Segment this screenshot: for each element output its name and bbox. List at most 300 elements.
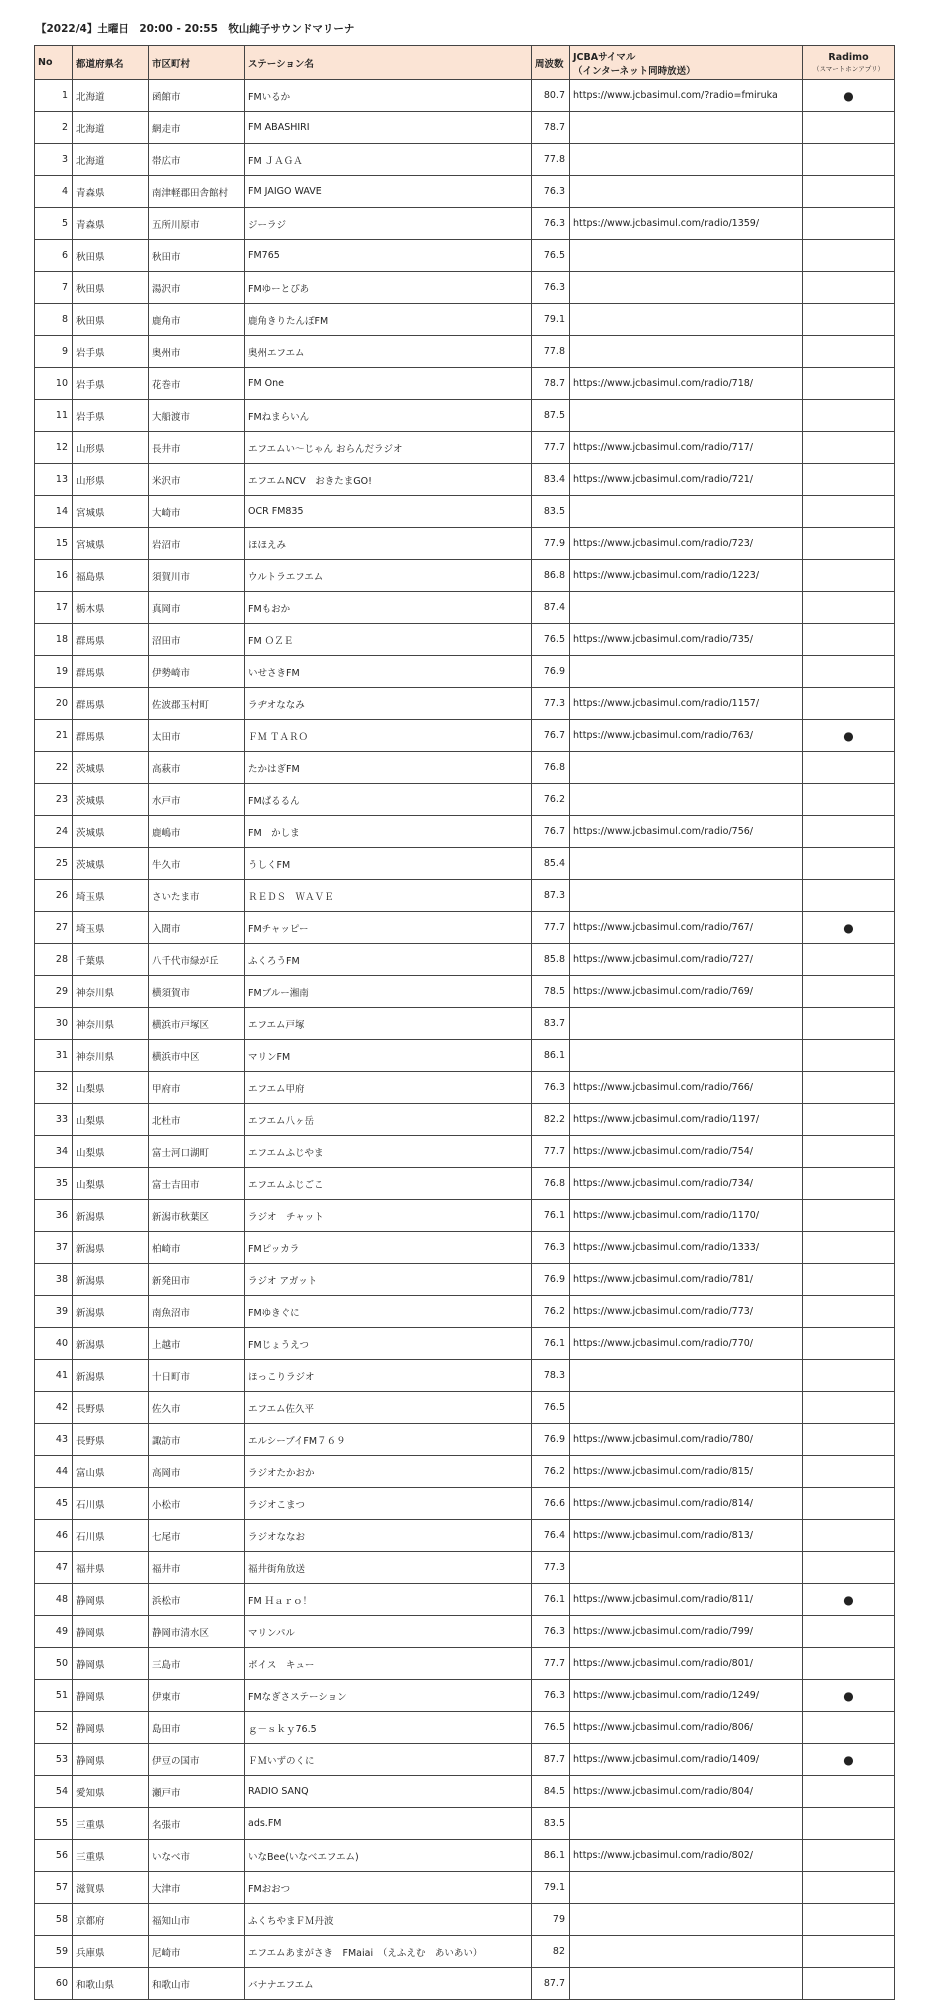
- cell-station: FMもおか: [245, 592, 532, 624]
- cell-jcba-url: [570, 1040, 803, 1072]
- cell-prefecture: 埼玉県: [73, 912, 149, 944]
- cell-no: 22: [35, 752, 73, 784]
- cell-frequency: 77.7: [532, 912, 570, 944]
- header-jcba: [570, 46, 803, 80]
- table-row: [35, 1168, 895, 1200]
- table-row: [35, 432, 895, 464]
- cell-station: FMぱるるん: [245, 784, 532, 816]
- cell-prefecture: 和歌山県: [73, 1968, 149, 2000]
- cell-jcba-url[interactable]: https://www.jcbasimul.com/radio/773/: [570, 1296, 803, 1328]
- cell-prefecture: 新潟県: [73, 1296, 149, 1328]
- cell-jcba-url[interactable]: https://www.jcbasimul.com/radio/1333/: [570, 1232, 803, 1264]
- table-row: [35, 368, 895, 400]
- cell-frequency: 76.5: [532, 240, 570, 272]
- cell-jcba-url[interactable]: https://www.jcbasimul.com/radio/770/: [570, 1328, 803, 1360]
- cell-radimo-mark: [803, 1872, 895, 1904]
- cell-city: 須賀川市: [149, 560, 245, 592]
- cell-station: いせさきFM: [245, 656, 532, 688]
- cell-prefecture: 神奈川県: [73, 1040, 149, 1072]
- table-row: [35, 1712, 895, 1744]
- page-title: 【2022/4】土曜日 20:00 - 20:55 牧山純子サウンドマリーナ: [36, 23, 355, 35]
- cell-station: FM ABASHIRI: [245, 112, 532, 144]
- cell-jcba-url[interactable]: https://www.jcbasimul.com/radio/815/: [570, 1456, 803, 1488]
- cell-station: FM JAIGO WAVE: [245, 176, 532, 208]
- cell-city: 島田市: [149, 1712, 245, 1744]
- table-row: [35, 208, 895, 240]
- cell-frequency: 76.5: [532, 1712, 570, 1744]
- table-row: [35, 272, 895, 304]
- cell-jcba-url: [570, 304, 803, 336]
- cell-station: ほほえみ: [245, 528, 532, 560]
- cell-station: FMいるか: [245, 80, 532, 112]
- cell-jcba-url: [570, 176, 803, 208]
- cell-prefecture: 静岡県: [73, 1744, 149, 1776]
- cell-radimo-mark: [803, 1392, 895, 1424]
- cell-frequency: 79.1: [532, 1872, 570, 1904]
- cell-city: 奥州市: [149, 336, 245, 368]
- cell-station: ラジオこまつ: [245, 1488, 532, 1520]
- cell-no: 56: [35, 1840, 73, 1872]
- cell-jcba-url[interactable]: https://www.jcbasimul.com/radio/811/: [570, 1584, 803, 1616]
- cell-jcba-url[interactable]: https://www.jcbasimul.com/radio/781/: [570, 1264, 803, 1296]
- cell-jcba-url: [570, 1872, 803, 1904]
- cell-city: 真岡市: [149, 592, 245, 624]
- cell-station: ボイス キュー: [245, 1648, 532, 1680]
- cell-frequency: 76.3: [532, 1072, 570, 1104]
- cell-jcba-url: [570, 240, 803, 272]
- cell-prefecture: 栃木県: [73, 592, 149, 624]
- table-row: [35, 1648, 895, 1680]
- cell-jcba-url[interactable]: https://www.jcbasimul.com/radio/754/: [570, 1136, 803, 1168]
- cell-frequency: 77.8: [532, 336, 570, 368]
- cell-radimo-mark: [803, 1488, 895, 1520]
- cell-station: ラジオたかおか: [245, 1456, 532, 1488]
- cell-radimo-mark: [803, 176, 895, 208]
- cell-frequency: 76.3: [532, 1232, 570, 1264]
- cell-radimo-mark: [803, 624, 895, 656]
- table-row: [35, 848, 895, 880]
- cell-no: 18: [35, 624, 73, 656]
- cell-radimo-mark: [803, 1008, 895, 1040]
- cell-no: 19: [35, 656, 73, 688]
- cell-prefecture: 石川県: [73, 1488, 149, 1520]
- cell-no: 37: [35, 1232, 73, 1264]
- cell-jcba-url: [570, 112, 803, 144]
- cell-prefecture: 群馬県: [73, 720, 149, 752]
- table-row: [35, 944, 895, 976]
- table-row: [35, 176, 895, 208]
- cell-city: 富士河口湖町: [149, 1136, 245, 1168]
- header-radimo-label: Radimo: [828, 52, 869, 63]
- cell-radimo-mark: [803, 208, 895, 240]
- cell-no: 33: [35, 1104, 73, 1136]
- cell-city: 小松市: [149, 1488, 245, 1520]
- cell-station: FMゆきぐに: [245, 1296, 532, 1328]
- cell-station: エフエム佐久平: [245, 1392, 532, 1424]
- cell-prefecture: 山梨県: [73, 1168, 149, 1200]
- cell-prefecture: 青森県: [73, 176, 149, 208]
- cell-city: 三島市: [149, 1648, 245, 1680]
- table-row: [35, 80, 895, 112]
- cell-station: ふくちやまＦＭ丹波: [245, 1904, 532, 1936]
- cell-frequency: 83.5: [532, 1808, 570, 1840]
- cell-city: 秋田市: [149, 240, 245, 272]
- table-row: [35, 560, 895, 592]
- cell-jcba-url: [570, 1552, 803, 1584]
- cell-jcba-url[interactable]: https://www.jcbasimul.com/radio/727/: [570, 944, 803, 976]
- cell-station: ほっこりラジオ: [245, 1360, 532, 1392]
- cell-station: FM ＪＡＧＡ: [245, 144, 532, 176]
- table-row: [35, 1616, 895, 1648]
- table-row: [35, 304, 895, 336]
- cell-jcba-url[interactable]: https://www.jcbasimul.com/radio/780/: [570, 1424, 803, 1456]
- cell-no: 21: [35, 720, 73, 752]
- cell-station: FM765: [245, 240, 532, 272]
- cell-jcba-url: [570, 272, 803, 304]
- cell-city: 南津軽郡田舎館村: [149, 176, 245, 208]
- cell-jcba-url[interactable]: https://www.jcbasimul.com/radio/806/: [570, 1712, 803, 1744]
- cell-frequency: 76.5: [532, 1392, 570, 1424]
- table-row: [35, 880, 895, 912]
- cell-jcba-url[interactable]: https://www.jcbasimul.com/radio/721/: [570, 464, 803, 496]
- cell-prefecture: 茨城県: [73, 752, 149, 784]
- cell-frequency: 76.9: [532, 1264, 570, 1296]
- cell-jcba-url[interactable]: https://www.jcbasimul.com/radio/814/: [570, 1488, 803, 1520]
- cell-station: エフエム甲府: [245, 1072, 532, 1104]
- table-row: [35, 1008, 895, 1040]
- cell-jcba-url[interactable]: https://www.jcbasimul.com/radio/769/: [570, 976, 803, 1008]
- cell-station: エフエムふじごこ: [245, 1168, 532, 1200]
- cell-city: 沼田市: [149, 624, 245, 656]
- cell-frequency: 76.2: [532, 784, 570, 816]
- cell-prefecture: 静岡県: [73, 1712, 149, 1744]
- cell-city: 大崎市: [149, 496, 245, 528]
- cell-frequency: 79.1: [532, 304, 570, 336]
- table-row: [35, 1840, 895, 1872]
- table-row: [35, 1904, 895, 1936]
- cell-station: エフエムあまがさき FMaiai （えふえむ あいあい）: [245, 1936, 532, 1968]
- cell-jcba-url[interactable]: https://www.jcbasimul.com/radio/717/: [570, 432, 803, 464]
- cell-frequency: 87.3: [532, 880, 570, 912]
- table-row: [35, 1136, 895, 1168]
- cell-city: 伊勢崎市: [149, 656, 245, 688]
- cell-jcba-url[interactable]: https://www.jcbasimul.com/radio/799/: [570, 1616, 803, 1648]
- cell-prefecture: 北海道: [73, 112, 149, 144]
- cell-prefecture: 三重県: [73, 1808, 149, 1840]
- cell-station: ｇ－ｓｋｙ76.5: [245, 1712, 532, 1744]
- table-row: [35, 1264, 895, 1296]
- table-row: [35, 912, 895, 944]
- cell-prefecture: 北海道: [73, 144, 149, 176]
- cell-city: 大船渡市: [149, 400, 245, 432]
- cell-radimo-mark: [803, 816, 895, 848]
- cell-station: ads.FM: [245, 1808, 532, 1840]
- cell-no: 31: [35, 1040, 73, 1072]
- cell-station: ジーラジ: [245, 208, 532, 240]
- cell-prefecture: 神奈川県: [73, 1008, 149, 1040]
- cell-city: 甲府市: [149, 1072, 245, 1104]
- cell-city: 佐久市: [149, 1392, 245, 1424]
- cell-radimo-mark: [803, 144, 895, 176]
- cell-city: 七尾市: [149, 1520, 245, 1552]
- cell-no: 54: [35, 1776, 73, 1808]
- cell-radimo-mark: [803, 464, 895, 496]
- cell-frequency: 77.9: [532, 528, 570, 560]
- cell-no: 3: [35, 144, 73, 176]
- cell-city: 浜松市: [149, 1584, 245, 1616]
- cell-jcba-url[interactable]: https://www.jcbasimul.com/radio/723/: [570, 528, 803, 560]
- cell-prefecture: 山形県: [73, 432, 149, 464]
- table-row: [35, 400, 895, 432]
- cell-city: さいたま市: [149, 880, 245, 912]
- cell-no: 36: [35, 1200, 73, 1232]
- cell-no: 57: [35, 1872, 73, 1904]
- cell-station: いなBee(いなべエフエム): [245, 1840, 532, 1872]
- cell-city: 網走市: [149, 112, 245, 144]
- cell-no: 15: [35, 528, 73, 560]
- cell-frequency: 76.3: [532, 272, 570, 304]
- cell-jcba-url: [570, 496, 803, 528]
- cell-prefecture: 埼玉県: [73, 880, 149, 912]
- cell-no: 20: [35, 688, 73, 720]
- cell-frequency: 82.2: [532, 1104, 570, 1136]
- cell-station: 福井街角放送: [245, 1552, 532, 1584]
- cell-radimo-mark: [803, 272, 895, 304]
- cell-jcba-url[interactable]: https://www.jcbasimul.com/radio/1223/: [570, 560, 803, 592]
- cell-no: 59: [35, 1936, 73, 1968]
- cell-radimo-mark: [803, 752, 895, 784]
- cell-frequency: 77.8: [532, 144, 570, 176]
- station-table: [34, 45, 895, 2000]
- cell-no: 10: [35, 368, 73, 400]
- cell-no: 42: [35, 1392, 73, 1424]
- cell-city: 花巻市: [149, 368, 245, 400]
- cell-frequency: 76.2: [532, 1296, 570, 1328]
- cell-city: 名張市: [149, 1808, 245, 1840]
- cell-jcba-url[interactable]: https://www.jcbasimul.com/radio/1409/: [570, 1744, 803, 1776]
- cell-no: 1: [35, 80, 73, 112]
- cell-prefecture: 秋田県: [73, 240, 149, 272]
- cell-frequency: 76.8: [532, 1168, 570, 1200]
- cell-radimo-mark: [803, 528, 895, 560]
- cell-jcba-url[interactable]: https://www.jcbasimul.com/radio/766/: [570, 1072, 803, 1104]
- table-body: [35, 80, 895, 2000]
- cell-jcba-url[interactable]: https://www.jcbasimul.com/radio/1170/: [570, 1200, 803, 1232]
- cell-station: エフエムい～じゃん おらんだラジオ: [245, 432, 532, 464]
- cell-station: ラジオ アガット: [245, 1264, 532, 1296]
- cell-jcba-url[interactable]: https://www.jcbasimul.com/radio/802/: [570, 1840, 803, 1872]
- cell-frequency: 78.7: [532, 112, 570, 144]
- cell-jcba-url[interactable]: https://www.jcbasimul.com/radio/1249/: [570, 1680, 803, 1712]
- cell-no: 8: [35, 304, 73, 336]
- cell-jcba-url[interactable]: https://www.jcbasimul.com/radio/734/: [570, 1168, 803, 1200]
- cell-frequency: 85.4: [532, 848, 570, 880]
- table-row: [35, 1200, 895, 1232]
- cell-no: 7: [35, 272, 73, 304]
- cell-city: 長井市: [149, 432, 245, 464]
- cell-frequency: 82: [532, 1936, 570, 1968]
- cell-jcba-url: [570, 1360, 803, 1392]
- cell-jcba-url: [570, 1008, 803, 1040]
- cell-frequency: 76.3: [532, 176, 570, 208]
- table-row: [35, 112, 895, 144]
- cell-frequency: 76.6: [532, 1488, 570, 1520]
- cell-station: ラジオななお: [245, 1520, 532, 1552]
- cell-city: 伊豆の国市: [149, 1744, 245, 1776]
- cell-jcba-url: [570, 752, 803, 784]
- cell-radimo-mark: [803, 1520, 895, 1552]
- cell-jcba-url[interactable]: https://www.jcbasimul.com/radio/756/: [570, 816, 803, 848]
- cell-jcba-url[interactable]: https://www.jcbasimul.com/radio/763/: [570, 720, 803, 752]
- table-row: [35, 496, 895, 528]
- cell-prefecture: 静岡県: [73, 1584, 149, 1616]
- cell-station: エフエムふじやま: [245, 1136, 532, 1168]
- cell-frequency: 86.1: [532, 1840, 570, 1872]
- cell-no: 50: [35, 1648, 73, 1680]
- cell-city: 鹿嶋市: [149, 816, 245, 848]
- cell-jcba-url: [570, 400, 803, 432]
- cell-no: 9: [35, 336, 73, 368]
- cell-radimo-mark: [803, 976, 895, 1008]
- table-row: [35, 656, 895, 688]
- cell-city: 静岡市清水区: [149, 1616, 245, 1648]
- cell-prefecture: 山梨県: [73, 1072, 149, 1104]
- table-row: [35, 1232, 895, 1264]
- cell-jcba-url[interactable]: https://www.jcbasimul.com/radio/718/: [570, 368, 803, 400]
- cell-station: FMおおつ: [245, 1872, 532, 1904]
- cell-station: FMチャッピー: [245, 912, 532, 944]
- cell-no: 28: [35, 944, 73, 976]
- cell-no: 12: [35, 432, 73, 464]
- cell-frequency: 78.5: [532, 976, 570, 1008]
- cell-prefecture: 新潟県: [73, 1232, 149, 1264]
- cell-prefecture: 群馬県: [73, 624, 149, 656]
- cell-station: FMゆーとぴあ: [245, 272, 532, 304]
- cell-prefecture: 静岡県: [73, 1648, 149, 1680]
- cell-station: ウルトラエフエム: [245, 560, 532, 592]
- cell-city: 横須賀市: [149, 976, 245, 1008]
- cell-city: 柏崎市: [149, 1232, 245, 1264]
- cell-prefecture: 福島県: [73, 560, 149, 592]
- cell-station: マリンFM: [245, 1040, 532, 1072]
- table-row: [35, 1424, 895, 1456]
- cell-station: FMじょうえつ: [245, 1328, 532, 1360]
- cell-prefecture: 青森県: [73, 208, 149, 240]
- cell-prefecture: 新潟県: [73, 1264, 149, 1296]
- table-row: [35, 1936, 895, 1968]
- cell-radimo-mark: [803, 656, 895, 688]
- cell-jcba-url[interactable]: https://www.jcbasimul.com/radio/801/: [570, 1648, 803, 1680]
- table-row: [35, 1520, 895, 1552]
- cell-radimo-mark: [803, 1424, 895, 1456]
- cell-station: たかはぎFM: [245, 752, 532, 784]
- cell-jcba-url: [570, 1968, 803, 2000]
- cell-no: 25: [35, 848, 73, 880]
- cell-no: 2: [35, 112, 73, 144]
- cell-jcba-url[interactable]: https://www.jcbasimul.com/radio/1359/: [570, 208, 803, 240]
- cell-city: 高萩市: [149, 752, 245, 784]
- cell-prefecture: 長野県: [73, 1424, 149, 1456]
- cell-city: 八千代市緑が丘: [149, 944, 245, 976]
- cell-frequency: 77.7: [532, 432, 570, 464]
- cell-no: 46: [35, 1520, 73, 1552]
- cell-prefecture: 兵庫県: [73, 1936, 149, 1968]
- cell-jcba-url[interactable]: https://www.jcbasimul.com/radio/804/: [570, 1776, 803, 1808]
- cell-jcba-url[interactable]: https://www.jcbasimul.com/radio/1197/: [570, 1104, 803, 1136]
- cell-radimo-mark: [803, 944, 895, 976]
- cell-radimo-mark: [803, 880, 895, 912]
- cell-radimo-mark: [803, 1360, 895, 1392]
- cell-city: 十日町市: [149, 1360, 245, 1392]
- cell-station: 奥州エフエム: [245, 336, 532, 368]
- cell-city: 新発田市: [149, 1264, 245, 1296]
- cell-prefecture: 千葉県: [73, 944, 149, 976]
- cell-no: 6: [35, 240, 73, 272]
- cell-jcba-url: [570, 1392, 803, 1424]
- table-row: [35, 976, 895, 1008]
- cell-station: FMねまらいん: [245, 400, 532, 432]
- cell-city: 鹿角市: [149, 304, 245, 336]
- cell-prefecture: 秋田県: [73, 272, 149, 304]
- cell-city: 新潟市秋葉区: [149, 1200, 245, 1232]
- cell-radimo-mark: [803, 368, 895, 400]
- cell-jcba-url[interactable]: https://www.jcbasimul.com/radio/735/: [570, 624, 803, 656]
- cell-prefecture: 神奈川県: [73, 976, 149, 1008]
- cell-radimo-mark: ●: [803, 1744, 895, 1776]
- cell-city: 水戸市: [149, 784, 245, 816]
- cell-no: 13: [35, 464, 73, 496]
- cell-radimo-mark: [803, 112, 895, 144]
- cell-prefecture: 宮城県: [73, 528, 149, 560]
- cell-no: 23: [35, 784, 73, 816]
- cell-radimo-mark: [803, 400, 895, 432]
- cell-prefecture: 滋賀県: [73, 1872, 149, 1904]
- table-row: [35, 624, 895, 656]
- table-row: [35, 528, 895, 560]
- cell-radimo-mark: [803, 1840, 895, 1872]
- cell-jcba-url[interactable]: https://www.jcbasimul.com/radio/1157/: [570, 688, 803, 720]
- cell-no: 47: [35, 1552, 73, 1584]
- cell-no: 38: [35, 1264, 73, 1296]
- cell-jcba-url[interactable]: https://www.jcbasimul.com/radio/767/: [570, 912, 803, 944]
- cell-station: ＲＥＤＳ ＷＡＶＥ: [245, 880, 532, 912]
- cell-no: 45: [35, 1488, 73, 1520]
- cell-radimo-mark: [803, 1936, 895, 1968]
- cell-city: 岩沼市: [149, 528, 245, 560]
- cell-no: 39: [35, 1296, 73, 1328]
- cell-no: 43: [35, 1424, 73, 1456]
- cell-radimo-mark: [803, 1200, 895, 1232]
- cell-jcba-url: [570, 592, 803, 624]
- table-row: [35, 1680, 895, 1712]
- cell-jcba-url[interactable]: https://www.jcbasimul.com/radio/813/: [570, 1520, 803, 1552]
- cell-frequency: 76.3: [532, 1616, 570, 1648]
- cell-frequency: 86.1: [532, 1040, 570, 1072]
- cell-frequency: 76.7: [532, 720, 570, 752]
- cell-no: 48: [35, 1584, 73, 1616]
- cell-city: いなべ市: [149, 1840, 245, 1872]
- cell-jcba-url: [570, 656, 803, 688]
- cell-no: 26: [35, 880, 73, 912]
- cell-frequency: 87.5: [532, 400, 570, 432]
- cell-radimo-mark: ●: [803, 80, 895, 112]
- cell-prefecture: 北海道: [73, 80, 149, 112]
- cell-prefecture: 長野県: [73, 1392, 149, 1424]
- cell-city: 大津市: [149, 1872, 245, 1904]
- cell-jcba-url[interactable]: https://www.jcbasimul.com/?radio=fmiruka: [570, 80, 803, 112]
- cell-radimo-mark: [803, 592, 895, 624]
- cell-no: 5: [35, 208, 73, 240]
